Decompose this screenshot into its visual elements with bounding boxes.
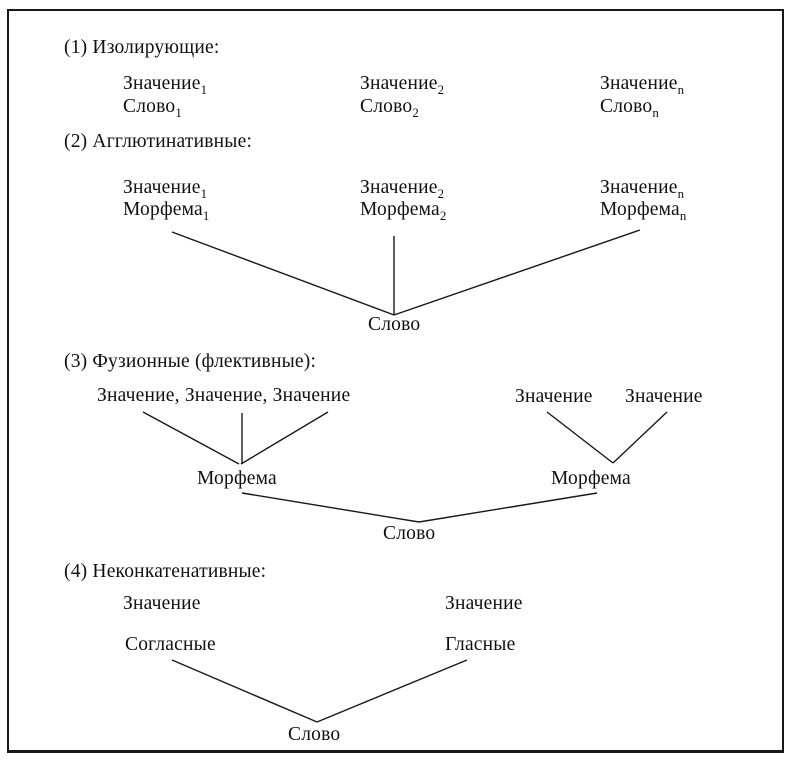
root-word-label: Слово xyxy=(383,523,436,544)
line-morphemeN-to-word xyxy=(394,230,640,315)
meaning-text: Значение xyxy=(360,73,438,94)
meaning-label: Значение xyxy=(445,593,523,614)
line-meaningD-to-right-morpheme xyxy=(547,412,613,463)
line-consonants-to-word xyxy=(172,660,317,722)
meaning-subscript: 2 xyxy=(437,186,445,201)
meaning-text: Значение xyxy=(600,177,678,198)
section-2-title: (2) Агглютинативные: xyxy=(64,131,253,152)
word-label xyxy=(360,96,419,120)
meaning-label: Значение xyxy=(515,386,593,407)
meaning-label xyxy=(600,177,684,201)
meaning-label xyxy=(360,73,444,97)
meaning-subscript: n xyxy=(677,186,685,201)
section-4-title: (4) Неконкатенативные: xyxy=(64,561,267,582)
meaning-subscript: 2 xyxy=(437,82,445,97)
word-label xyxy=(600,96,659,120)
meaning-label: Значение xyxy=(625,386,703,407)
line-vowels-to-word xyxy=(317,660,467,722)
morpheme-subscript: 2 xyxy=(439,208,447,223)
morpheme-label xyxy=(360,199,446,223)
morpheme-subscript: 1 xyxy=(202,208,210,223)
word-text: Слово xyxy=(360,96,413,117)
consonants-label: Согласные xyxy=(125,634,216,655)
meaning-label xyxy=(123,73,207,97)
meaning-text: Значение xyxy=(123,73,201,94)
morpheme-text: Морфема xyxy=(123,199,203,220)
meaning-label xyxy=(123,177,207,201)
morpheme-label: Морфема xyxy=(197,468,277,489)
root-word-label: Слово xyxy=(288,724,341,745)
vowels-label: Гласные xyxy=(445,634,516,655)
morpheme-subscript: n xyxy=(679,208,687,223)
root-word-label: Слово xyxy=(368,314,421,335)
meaning-text: Значение xyxy=(123,177,201,198)
meaning-subscript: 1 xyxy=(200,82,208,97)
line-meaningE-to-right-morpheme xyxy=(613,412,667,463)
line-right-morpheme-to-word xyxy=(419,493,597,522)
meaning-label xyxy=(600,73,684,97)
word-subscript: n xyxy=(652,105,659,120)
word-label xyxy=(123,96,182,120)
morpheme-text: Морфема xyxy=(360,199,440,220)
line-meaningC-to-left-morpheme xyxy=(241,412,328,464)
word-text: Слово xyxy=(600,96,653,117)
word-subscript: 2 xyxy=(412,105,419,120)
meaning-subscript: n xyxy=(677,82,685,97)
section-1-title: (1) Изолирующие: xyxy=(64,37,220,58)
meaning-subscript: 1 xyxy=(200,186,208,201)
morpheme-text: Морфема xyxy=(600,199,680,220)
morpheme-label: Морфема xyxy=(551,468,631,489)
section-3-title: (3) Фузионные (флективные): xyxy=(64,351,317,372)
meaning-label xyxy=(360,177,444,201)
meaning-text: Значение xyxy=(360,177,438,198)
word-text: Слово xyxy=(123,96,176,117)
line-meaningA-to-left-morpheme xyxy=(143,412,239,464)
meanings-list-label: Значение, Значение, Значение xyxy=(97,385,351,406)
morpheme-label xyxy=(123,199,209,223)
line-morpheme1-to-word xyxy=(172,232,394,315)
meaning-label: Значение xyxy=(123,593,201,614)
word-subscript: 1 xyxy=(175,105,182,120)
meaning-text: Значение xyxy=(600,73,678,94)
line-left-morpheme-to-word xyxy=(242,493,419,522)
morpheme-label xyxy=(600,199,686,223)
